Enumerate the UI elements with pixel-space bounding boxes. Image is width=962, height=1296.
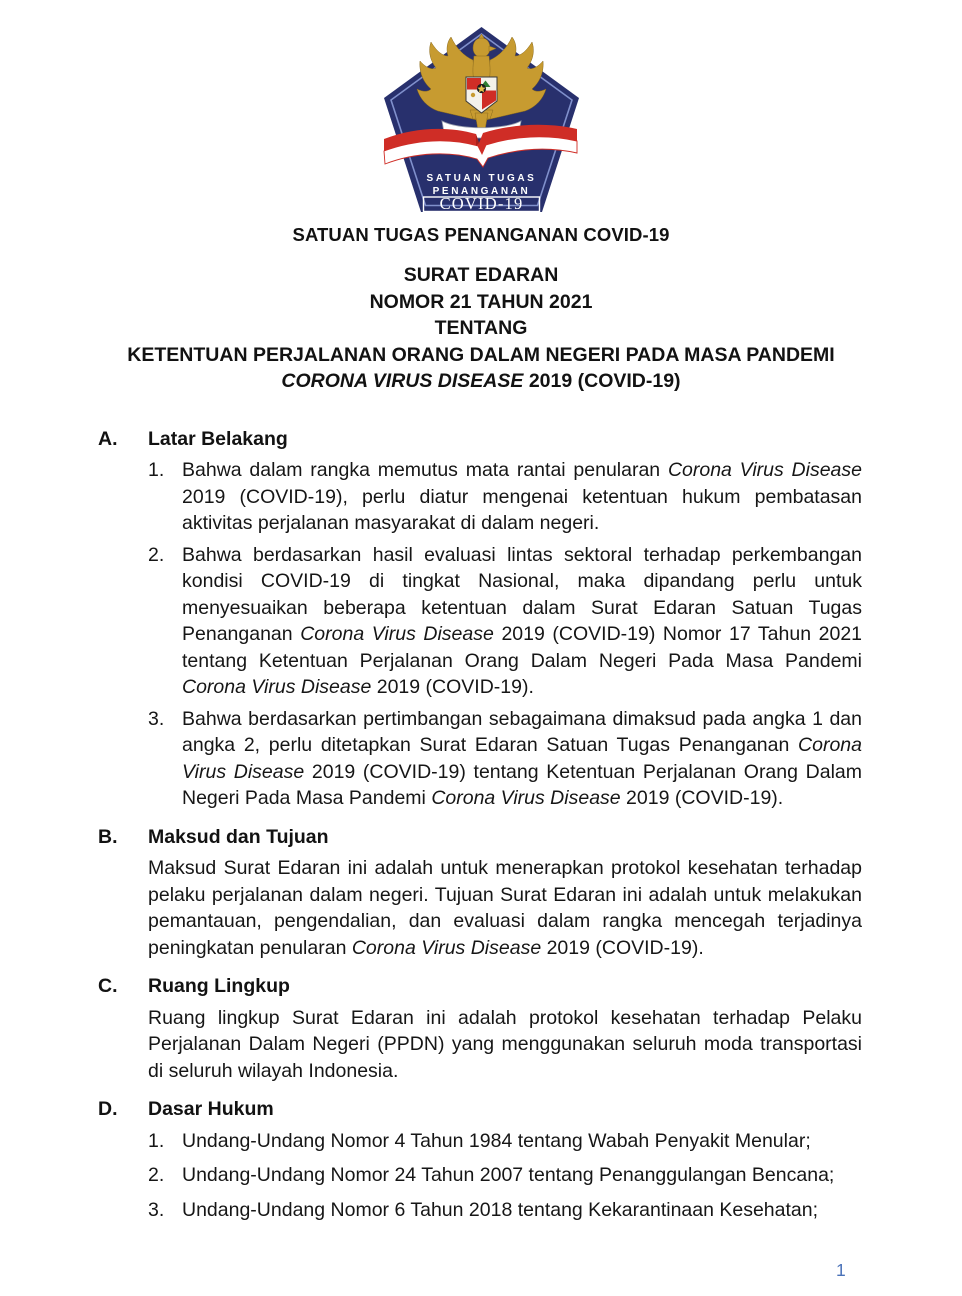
section-heading: Ruang Lingkup xyxy=(148,975,290,997)
section-paragraph: Maksud Surat Edaran ini adalah untuk menerapkan protokol kesehatan terhadap pelaku perjalanan dalam negeri. Tujuan Surat Edaran ini adalah untuk melakukan pemantauan, pengendalian, dan evaluasi dalam rangka mencegah terjadinya peningkatan penularan Corona Virus Disease 2019 (COVID-19). xyxy=(148,857,862,959)
section-letter: B. xyxy=(98,825,118,848)
list-item xyxy=(148,1162,862,1189)
satgas-pentagon-garuda-icon xyxy=(380,25,583,215)
section-ruang-lingkup xyxy=(98,973,862,1084)
logo-text-penanganan: PENANGANAN xyxy=(432,186,530,197)
item-number: 3. xyxy=(148,1198,165,1221)
organization-name: SATUAN TUGAS PENANGANAN COVID-19 xyxy=(292,224,670,245)
page-number: 1 xyxy=(836,1260,846,1280)
item-text: Undang-Undang Nomor 4 Tahun 1984 tentang Wabah Penyakit Menular; xyxy=(182,1129,811,1152)
list-item xyxy=(148,1128,862,1155)
item-number: 1. xyxy=(148,1129,165,1152)
list-item xyxy=(148,1197,862,1224)
title-surat-edaran: SURAT EDARAN xyxy=(403,264,559,286)
item-number: 2. xyxy=(148,543,165,566)
section-heading: Dasar Hukum xyxy=(148,1098,274,1120)
list-item xyxy=(148,542,862,701)
section-maksud-dan-tujuan xyxy=(98,824,862,962)
item-number: 2. xyxy=(148,1164,165,1186)
item-text: Undang-Undang Nomor 6 Tahun 2018 tentang Kekarantinaan Kesehatan; xyxy=(182,1198,819,1221)
title-disease: CORONA VIRUS DISEASE 2019 (COVID-19) xyxy=(281,370,681,392)
section-letter: C. xyxy=(98,975,118,997)
section-paragraph: Ruang lingkup Surat Edaran ini adalah protokol kesehatan terhadap Pelaku Perjalanan Dalam Negeri (PPDN) yang menggunakan seluruh moda transportasi di seluruh wilayah Indonesia. xyxy=(148,1006,862,1082)
title-tentang: TENTANG xyxy=(434,317,528,339)
section-heading: Maksud dan Tujuan xyxy=(148,825,329,848)
section-latar-belakang xyxy=(98,426,862,812)
document-title xyxy=(0,262,962,395)
title-subject: KETENTUAN PERJALANAN ORANG DALAM NEGERI PADA MASA PANDEMI xyxy=(127,343,835,366)
item-text: Bahwa berdasarkan hasil evaluasi lintas sektoral terhadap perkembangan kondisi COVID-19 di tingkat Nasional, maka dipandang perlu untuk menyesuaikan beberapa ketentuan dalam Surat Edaran Satuan Tugas Penanganan Corona Virus Disease 2019 (COVID-19) Nomor 17 Tahun 2021 tentang Ketentuan Perjalanan Orang Dalam Negeri Pada Masa Pandemi Corona Virus Disease 2019 (COVID-19). xyxy=(182,543,863,698)
section-heading: Latar Belakang xyxy=(148,427,288,450)
item-text: Bahwa berdasarkan pertimbangan sebagaimana dimaksud pada angka 1 dan angka 2, perlu ditetapkan Surat Edaran Satuan Tugas Penanganan Corona Virus Disease 2019 (COVID-19) tentang Ketentuan Perjalanan Orang Dalam Negeri Pada Masa Pandemi Corona Virus Disease 2019 (COVID-19). xyxy=(182,707,862,809)
satgas-covid19-logo xyxy=(0,25,962,215)
item-text: Undang-Undang Nomor 24 Tahun 2007 tentang Penanggulangan Bencana; xyxy=(182,1164,835,1186)
document-header xyxy=(0,0,962,395)
item-number: 1. xyxy=(148,459,165,481)
title-nomor: NOMOR 21 TAHUN 2021 xyxy=(369,290,593,313)
section-dasar-hukum xyxy=(98,1096,862,1223)
document-body xyxy=(98,426,862,1224)
section-letter: A. xyxy=(98,427,118,450)
logo-text-covid19: COVID-19 xyxy=(439,194,523,213)
item-number: 3. xyxy=(148,707,165,730)
list-item xyxy=(148,706,862,812)
section-letter: D. xyxy=(98,1098,118,1120)
list-item xyxy=(148,457,862,537)
logo-text-satuan-tugas: SATUAN TUGAS xyxy=(426,173,536,184)
item-text: Bahwa dalam rangka memutus mata rantai penularan Corona Virus Disease 2019 (COVID-19), perlu diatur mengenai ketentuan hukum pembatasan aktivitas perjalanan masyarakat di dalam negeri. xyxy=(182,459,862,534)
